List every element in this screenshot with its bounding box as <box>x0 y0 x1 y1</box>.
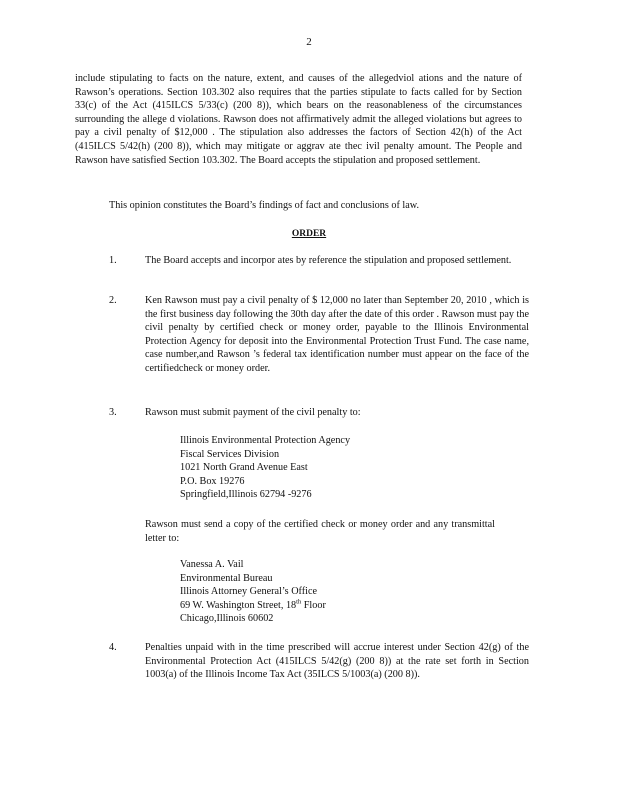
address-line <box>180 599 440 613</box>
address-line: Springfield,Illinois 62794 -9276 <box>180 489 312 501</box>
street-text: 69 W. Washington Street, 18 <box>180 599 297 611</box>
address-line: Fiscal Services Division <box>180 448 280 460</box>
item-number: 4. <box>109 642 117 653</box>
page-number: 2 <box>306 36 312 48</box>
address-line: Environmental Bureau <box>180 572 273 584</box>
address-line: Illinois Attorney General’s Office <box>180 586 318 598</box>
send-copy-instruction: Rawson must send a copy of the certified check or money order and any transmittal letter to: <box>145 519 495 544</box>
item-number: 3. <box>109 407 117 418</box>
findings-paragraph: This opinion constitutes the Board’s findings of fact and conclusions of law. <box>109 200 420 211</box>
address-line: Vanessa A. Vail <box>180 559 244 570</box>
address-line: Illinois Environmental Protection Agency <box>180 435 351 446</box>
item-text: Rawson must submit payment of the civil penalty to: <box>145 407 361 418</box>
attorney-address <box>180 558 440 626</box>
floor-text: Floor <box>303 599 326 611</box>
item-text: The Board accepts and incorpor ates by reference the stipulation and proposed settlement. <box>145 255 512 266</box>
ordinal-suffix: th <box>296 598 302 606</box>
payment-address <box>180 434 440 502</box>
intro-paragraph: include stipulating to facts on the nature, extent, and causes of the allegedviol ations and the nature of Rawson’s operations. Section 103.302 also requires that the parties stipulate to facts called for by Section 33(c) of the Act (415ILCS 5/33(c) (200 8)), which bears on the reasonableness of the circumstances surrounding the allege d violations. Rawson does not affirmatively admit the alleged violations but agrees to pay a civil penalty of $12,000 . The stipulation also addresses the factors of Section 42(h) of the Act (415ILCS 5/42(h) (200 8)), which may mitigate or aggrav ate thec ivil penalty amount. The People and Rawson have satisfied Section 103.302. The Board accepts the stipulation and proposed settlement. <box>75 73 522 166</box>
address-line: Chicago,Illinois 60602 <box>180 613 274 625</box>
address-line: 1021 North Grand Avenue East <box>180 462 308 474</box>
item-number: 1. <box>109 255 117 266</box>
order-heading: ORDER <box>291 229 327 239</box>
item-number: 2. <box>109 295 117 306</box>
item-text: Ken Rawson must pay a civil penalty of $ 12,000 no later than September 20, 2010 , which is the first business day following the 30th day after the date of this order . Rawson must pay the civil penalty by certified check or money order, payable to the Illinois Environmental Protection Agency for deposit into the Environmental Protection Trust Fund. The case name, case number,and Rawson ’s federal tax identification number must appear on the face of the certifiedcheck or money order. <box>145 295 529 374</box>
address-line: P.O. Box 19276 <box>180 475 245 487</box>
item-text: Penalties unpaid with in the time prescribed will accrue interest under Section 42(g) of the Environmental Protection Act (415ILCS 5/42(g) (200 8)) at the rate set forth in Section 1003(a) of the Illinois Income Tax Act (35ILCS 5/1003(a) (200 8)). <box>145 642 529 681</box>
